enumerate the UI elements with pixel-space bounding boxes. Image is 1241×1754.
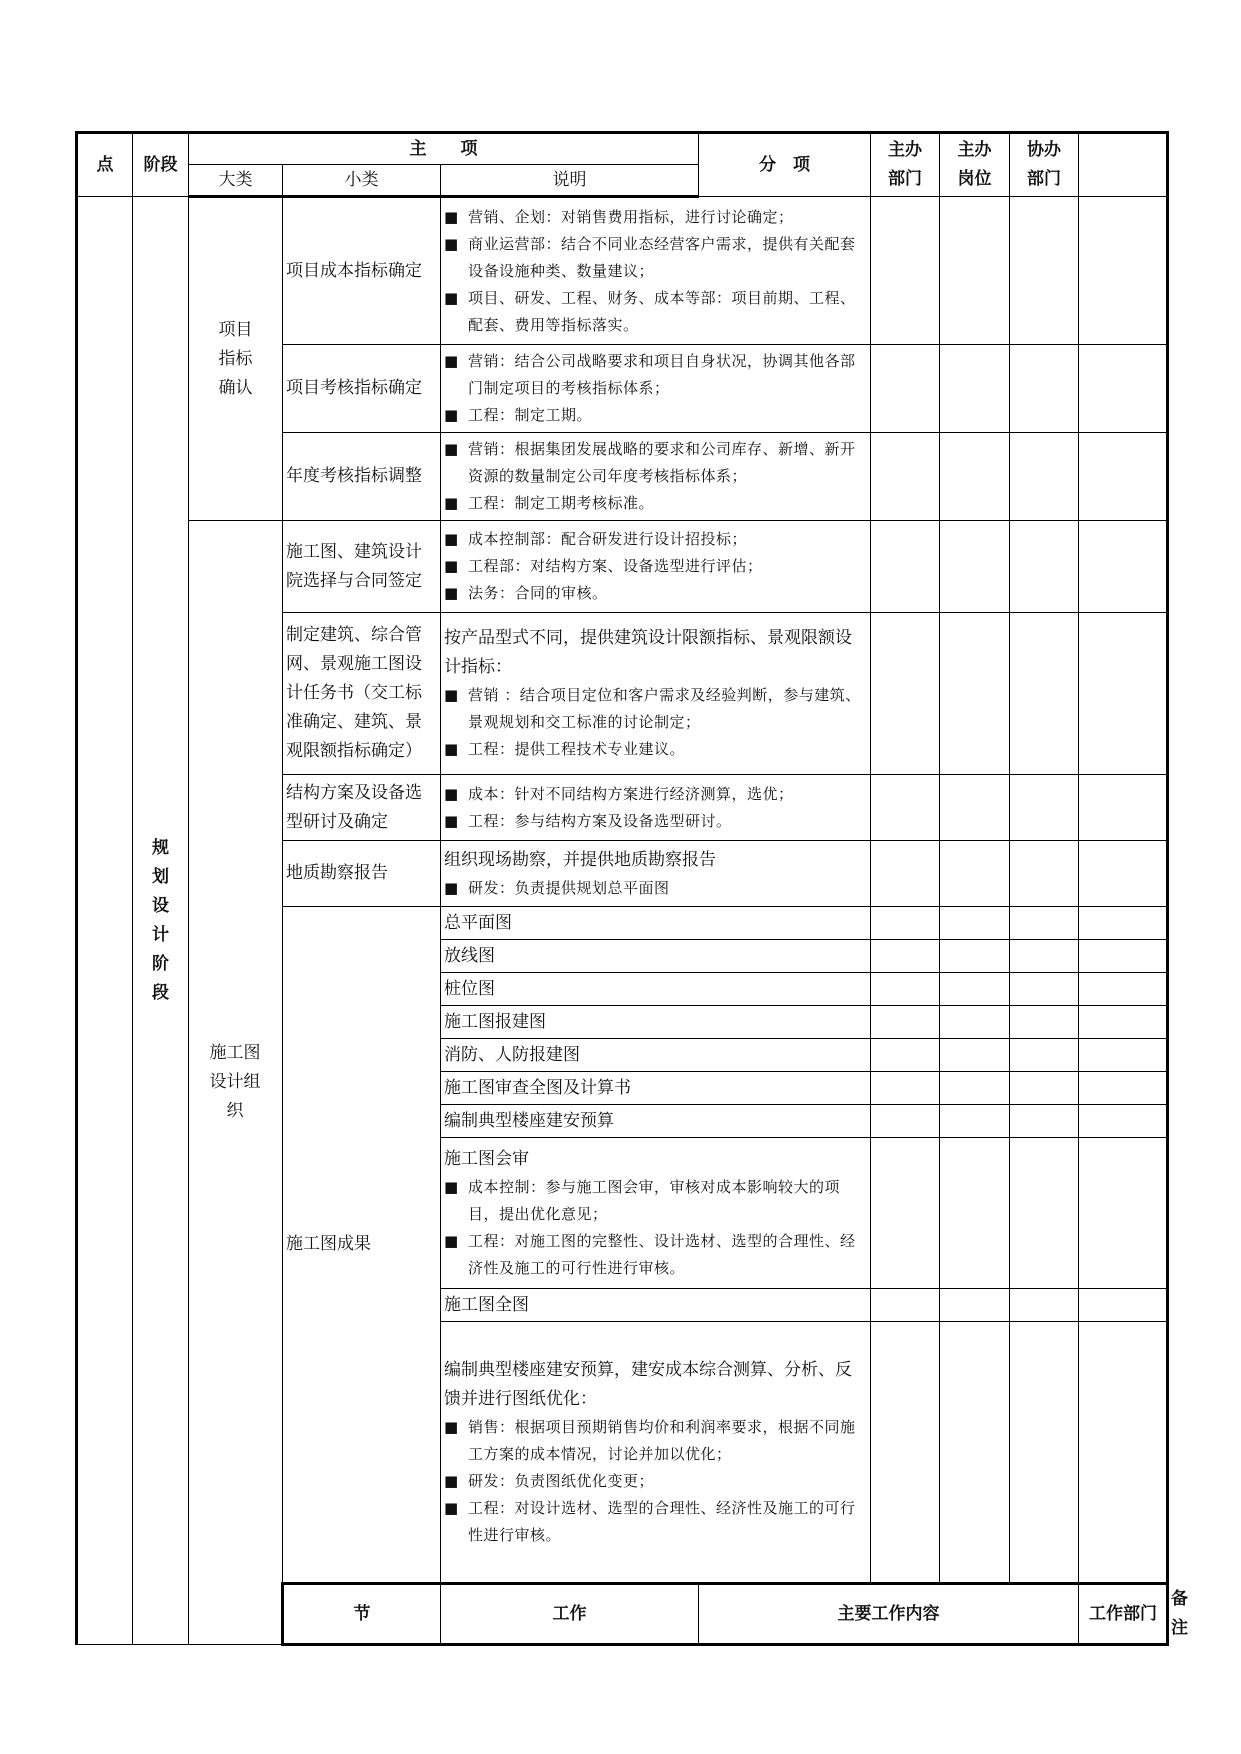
desc-r4 [441,521,871,613]
footer-content: 主要工作内容 [699,1584,1079,1645]
footer-jie: 节 [283,1584,441,1645]
group-shigongtu-sheji: 施工图设计组织 [189,521,283,1645]
square-bullet-icon: ■ [444,406,459,424]
square-bullet-icon: ■ [444,352,459,370]
square-bullet-icon: ■ [444,878,459,897]
desc-r7 [441,841,871,907]
dian-cell [77,197,133,1645]
item-huishen [441,1138,871,1289]
header-fenxiang: 分 项 [699,133,871,197]
desc-r6 [441,775,871,841]
square-bullet-icon: ■ [444,1417,459,1436]
footer-gongzuo: 工作 [441,1584,699,1645]
square-bullet-icon: ■ [444,530,459,548]
square-bullet-icon: ■ [444,784,459,803]
sub-r2: 项目考核指标确定 [283,345,441,433]
item-zongpingmian: 总平面图 [441,907,871,940]
bullet-item: ■ 项目、研发、工程、财务、成本等部：项目前期、工程、配套、费用等指标落实。 [444,285,867,339]
stage-cell: 规划设计阶段 [133,197,189,1645]
square-bullet-icon: ■ [444,1498,459,1517]
square-bullet-icon: ■ [444,557,459,575]
bullet-item: ■ 工程：对施工图的完整性、设计选材、选型的合理性、经济性及施工的可行性进行审核。 [444,1228,867,1282]
item-yusuan: 编制典型楼座建安预算 [441,1105,871,1138]
bullet-item: ■ 成本控制：参与施工图会审，审核对成本影响较大的项目，提出优化意见； [444,1174,867,1228]
bullet-item: ■ 工程：制定工期。 [444,402,867,429]
sub-r8: 施工图成果 [283,907,441,1584]
bullet-item: ■ 营销：结合公司战略要求和项目自身状况，协调其他各部门制定项目的考核指标体系； [444,348,867,402]
sub-r1: 项目成本指标确定 [283,197,441,345]
square-bullet-icon: ■ [444,740,459,758]
item-xiaofang: 消防、人防报建图 [441,1039,871,1072]
sub-r5: 制定建筑、综合管网、景观施工图设计任务书（交工标准确定、建筑、景观限额指标确定） [283,613,441,775]
sub-r3: 年度考核指标调整 [283,433,441,521]
square-bullet-icon: ■ [444,686,459,704]
item-zhuangwei: 桩位图 [441,973,871,1006]
desc-text: 按产品型式不同，提供建筑设计限额指标、景观限额设计指标： [444,628,852,677]
desc-r5 [441,613,871,775]
square-bullet-icon: ■ [444,1231,459,1250]
planning-table: 点 阶段 主 项 分 项 主办部门 主办岗位 协办部门 大类 小类 说明 规划设计阶段 项目指标确认 项目成本指标确定 ■ 营销、企划：对销售费用指标，进行讨论确定； ■ 商业运营部：结合不同业态经营客户需求，提供有关配套设备设施种类、数量建议； ■ 项目、研发、工程、财务、成本等部：项目前期、工程、配套、费用等指标落实。 项目考核指标确定 ■ 营销：结合公司战略要求和项目自身状况，协调其他各部门制定项目的考核指标体系； ■ 工程：制定工期。 年度考核指标调整 ■ 营销：根据集团发展战略的要求和公司库存、新增、新开资源的数量制定公司年度考核指标体系； ■ 工程：制定工期考核标准。 施工图设计组织 施工图、建筑设计院选择与合同签定 ■ 成本控制部：配合研发进行设计招投标； ■ 工程部：对结构方案、设备选型进行评估； ■ 法务：合同的审核。 制定建筑、综合管网、景观施工图设计任务书（交工标准确定、建筑、景观限额指标确定） 按产品型式不同，提供建筑设计限额指标、景观限额设计指标： ■ 营销 ：结合项目定位和客户需求及经验判断，参与建筑、景观规划和交工标准的讨论制定； ■ 工程：提供工程技术专业建议。 结构方案及设备选型研讨及确定 ■ 成本：针对不同结构方案进行经济测算，选优； ■ 工程：参与结构方案及设备选型研讨。 地质勘察报告 组织现场勘察，并提供地质勘察报告 ■ 研发：负责提供规划总平面图 施工图成果 总平面图 放线图 桩位图 施工图报建图 消防、人防报建图 施工图审查全图及计算书 编制典型楼座建安预算 施工图会审 ■ 成本控制：参与施工图会审，审核对成本影响较大的项目，提出优化意见； ■ 工程：对施工图的完整性、设计选材、选型的合理性、经济性及施工的可行性进行审核。 施工图全图 编制典型楼座建安预算，建安成本综合测算、分析、反馈并进行图纸优化： ■ 销售：根据项目预期销售均价和利润率要求，根据不同施工方案的成本情况，讨论并加以优化； ■ 研发：负责图纸优化变更； ■ 工程：对设计选材、选型的合理性、经济性及施工的可行性进行审核。 节 工作 主要工作内容 工作部门 备注 [75,131,1169,1646]
bullet-item: ■ 销售：根据项目预期销售均价和利润率要求，根据不同施工方案的成本情况，讨论并加以优化； [444,1414,867,1468]
bullet-item: ■ 工程：参与结构方案及设备选型研讨。 [444,808,867,835]
item-shencha: 施工图审查全图及计算书 [441,1072,871,1105]
square-bullet-icon: ■ [444,494,459,512]
item-fangxian: 放线图 [441,940,871,973]
bullet-item: ■ 工程：制定工期考核标准。 [444,490,867,517]
bullet-item: ■ 商业运营部：结合不同业态经营客户需求，提供有关配套设备设施种类、数量建议； [444,231,867,285]
bullet-item: ■ 营销、企划：对销售费用指标，进行讨论确定； [444,204,867,231]
bullet-item: ■ 工程部：对结构方案、设备选型进行评估； [444,553,867,580]
item-quantu: 施工图全图 [441,1289,871,1322]
desc-r1 [441,197,871,345]
desc-text: 施工图会审 [444,1148,529,1169]
header-dalei: 大类 [189,165,283,197]
sub-r6: 结构方案及设备选型研讨及确定 [283,775,441,841]
square-bullet-icon: ■ [444,288,459,307]
sub-r4: 施工图、建筑设计院选择与合同签定 [283,521,441,613]
header-zhuban-bumen: 主办部门 [871,133,940,197]
item-optimize [441,1322,871,1584]
square-bullet-icon: ■ [444,440,459,458]
desc-r3 [441,433,871,521]
header-xiaolei: 小类 [283,165,441,197]
header-jieduan: 阶段 [133,133,189,197]
item-baojian: 施工图报建图 [441,1006,871,1039]
square-bullet-icon: ■ [444,811,459,830]
desc-text: 组织现场勘察，并提供地质勘察报告 [444,849,716,870]
square-bullet-icon: ■ [444,584,459,602]
square-bullet-icon: ■ [444,1471,459,1490]
header-dian: 点 [77,133,133,197]
bullet-item: ■ 法务：合同的审核。 [444,580,867,607]
footer-dept: 工作部门 [1079,1584,1168,1645]
desc-r2 [441,345,871,433]
square-bullet-icon: ■ [444,207,459,226]
bullet-item: ■ 工程：对设计选材、选型的合理性、经济性及施工的可行性进行审核。 [444,1495,867,1549]
bullet-item: ■ 研发：负责图纸优化变更； [444,1468,867,1495]
group-xiangmu-zhibiao: 项目指标确认 [189,197,283,521]
square-bullet-icon: ■ [444,234,459,253]
header-zhuxiang: 主 项 [189,133,699,165]
bullet-item: ■ 工程：提供工程技术专业建议。 [444,736,867,763]
bullet-item: ■ 成本控制部：配合研发进行设计招投标； [444,526,867,553]
header-shuoming: 说明 [441,165,699,197]
header-xieban-bumen: 协办部门 [1010,133,1079,197]
header-blank [1079,133,1168,197]
square-bullet-icon: ■ [444,1177,459,1196]
bullet-item: ■ 营销 ：结合项目定位和客户需求及经验判断，参与建筑、景观规划和交工标准的讨论制定； [444,682,867,736]
bullet-item: ■ 成本：针对不同结构方案进行经济测算，选优； [444,781,867,808]
desc-text: 编制典型楼座建安预算，建安成本综合测算、分析、反馈并进行图纸优化： [444,1359,852,1409]
bullet-item: ■ 研发：负责提供规划总平面图 [444,875,867,902]
sub-r7: 地质勘察报告 [283,841,441,907]
bullet-item: ■ 营销：根据集团发展战略的要求和公司库存、新增、新开资源的数量制定公司年度考核指标体系； [444,436,867,490]
header-zhuban-gangwei: 主办岗位 [940,133,1010,197]
